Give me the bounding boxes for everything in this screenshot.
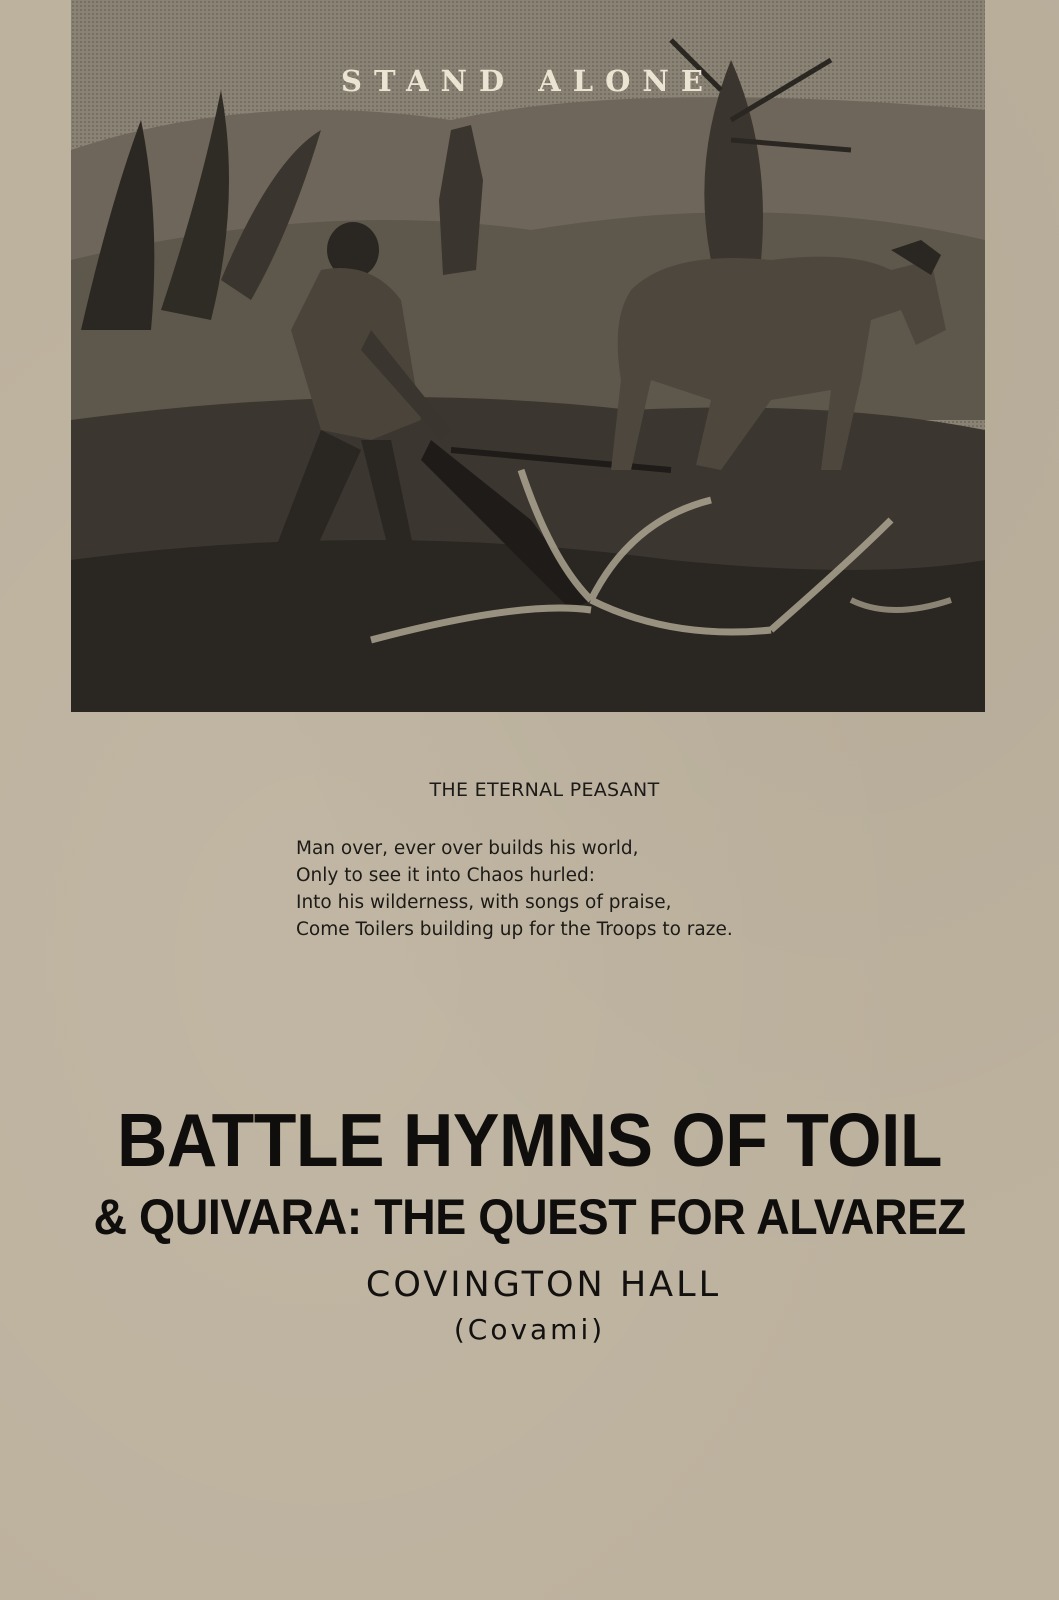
poem-line: Only to see it into Chaos hurled:	[296, 865, 595, 886]
cover-illustration	[71, 0, 985, 712]
epigraph-poem	[0, 779, 1059, 940]
author-name: COVINGTON HALL	[365, 1265, 722, 1305]
poem-line: Come Toilers building up for the Troops to raze.	[296, 919, 733, 940]
poem-lines	[296, 835, 733, 943]
book-title: BATTLE HYMNS OF TOIL	[116, 1098, 943, 1182]
poem-line: Into his wilderness, with songs of praise,	[296, 892, 672, 913]
poem-title: THE ETERNAL PEASANT	[429, 779, 660, 801]
illustration-overlay-text: STAND ALONE	[341, 64, 715, 98]
farmer-plowing-with-horse-illustration	[71, 0, 985, 712]
poem-line: Man over, ever over builds his world,	[296, 838, 639, 859]
author-pen-name: (Covami)	[453, 1313, 606, 1346]
book-subtitle: & QUIVARA: THE QUEST FOR ALVAREZ	[93, 1189, 966, 1245]
